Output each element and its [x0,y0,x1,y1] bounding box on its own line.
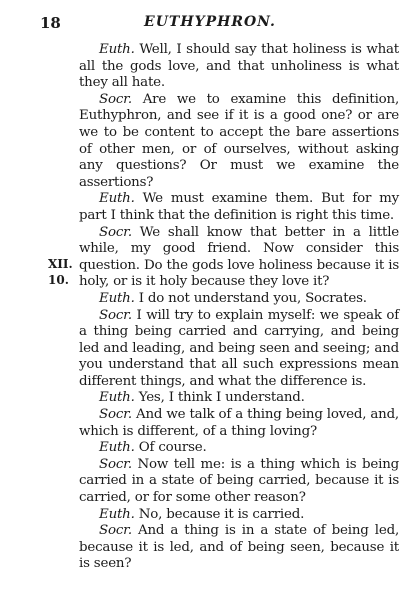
speaker-name: Socr. [99,91,132,107]
speech-text: Of course. [134,440,207,456]
speaker-name: Socr. [99,407,132,423]
dialogue-paragraph [79,225,399,291]
speech-text: I will try to explain myself: we speak of a thing being carried and carrying, and being led and leading, and being seen and seeing; and you understand that all such expressions mean different things, and what the difference is. [79,307,399,389]
speech-text: And a thing is in a state of being led, because it is led, and of being seen, because it is seen? [79,523,399,572]
dialogue-paragraph [79,42,399,92]
dialogue-paragraph [79,92,399,192]
speech-text: Well, I should say that holiness is what all the gods love, and that unholiness is what they all hate. [79,42,399,91]
section-number-roman: XII. [48,257,73,271]
dialogue-paragraph [79,191,399,224]
speaker-name: Socr. [99,224,132,240]
dialogue-paragraph [79,407,399,440]
speech-text: Are we to examine this definition, Euthyphron, and see if it is a good one? or are we to be content to accept the bare assertions of other men, or of ourselves, without asking any questions? Or must we examine the assertions? [79,91,399,190]
dialogue-paragraph [79,291,399,308]
speaker-name: Socr. [99,523,132,539]
page-number: 18 [40,14,61,32]
speaker-name: Euth. [99,390,135,406]
speaker-name: Euth. [99,506,135,522]
dialogue-paragraph [79,390,399,407]
dialogue-paragraph [79,308,399,391]
page-header [40,14,380,34]
speaker-name: Socr. [99,307,132,323]
running-title: EUTHYPHRON. [144,14,276,30]
dialogue-paragraph [79,440,399,457]
speech-text: No, because it is carried. [134,506,305,522]
speech-text: Yes, I think I understand. [134,390,305,406]
speech-text: And we talk of a thing being loved, and, which is different, of a thing loving? [79,407,399,439]
speech-text: We must examine them. But for my part I think that the definition is right this time. [79,191,399,223]
speaker-name: Euth. [99,42,135,57]
dialogue-paragraph [79,523,399,573]
speaker-name: Euth. [99,290,135,306]
speech-text: Now tell me: is a thing which is being carried in a state of being carried, because it is carried, or for some other reason? [79,456,399,506]
dialogue-paragraph [79,507,399,524]
speaker-name: Socr. [99,456,132,472]
speaker-name: Euth. [99,440,135,456]
speech-text: I do not understand you, Socrates. [134,290,367,306]
dialogue-paragraph [79,457,399,507]
speech-text: We shall know that better in a little while, my good friend. Now consider this question. Do the gods love holiness because it is holy, or is it holy because they love it? [79,224,399,290]
speaker-name: Euth. [99,191,135,207]
dialogue-text [79,42,399,573]
section-number-arabic: 10. [48,273,69,287]
